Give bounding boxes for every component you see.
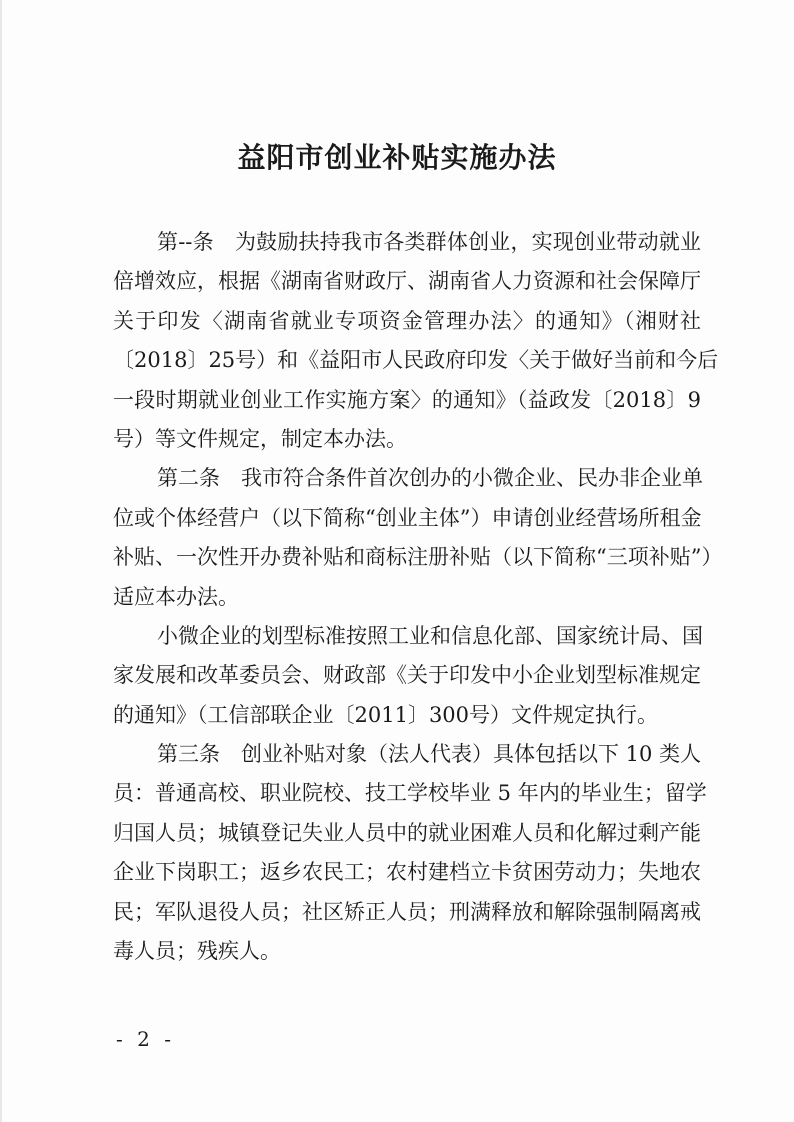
text-line: 第--条 为鼓励扶持我市各类群体创业，实现创业带动就业 (157, 230, 701, 254)
text-line: 第二条 我市符合条件首次创办的小微企业、民办非企业单 (157, 466, 703, 491)
paragraph (113, 223, 719, 459)
document-body (113, 223, 723, 971)
text-line: 第三条 创业补贴对象（法人代表）具体包括以下 10 类人 (157, 742, 702, 767)
document-title: 益阳市创业补贴实施办法 (237, 141, 557, 174)
paragraph (113, 459, 723, 617)
text-line: 民；军队退役人员；社区矫正人员；刑满释放和解除强制隔离戒 (113, 899, 701, 924)
text-line: 小微企业的划型标准按照工业和信息化部、国家统计局、国 (157, 623, 703, 648)
text-line: 归国人员；城镇登记失业人员中的就业困难人员和化解过剩产能 (113, 820, 701, 845)
text-line: 关于印发〈湖南省就业专项资金管理办法〉的通知》（湘财社 (113, 308, 701, 333)
text-line: 家发展和改革委员会、财政部《关于印发中小企业划型标准规定 (113, 663, 701, 688)
text-line: 毒人员；残疾人。 (113, 939, 281, 964)
text-line: 〔2018〕25号）和《益阳市人民政府印发〈关于做好当前和今后 (113, 348, 719, 373)
text-line: 员：普通高校、职业院校、技工学校毕业 5 年内的毕业生；留学 (113, 781, 707, 806)
text-line: 的通知》（工信部联企业〔2011〕300号）文件规定执行。 (113, 702, 659, 727)
page-number: - 2 - (116, 1027, 175, 1051)
text-line: 倍增效应，根据《湖南省财政厅、湖南省人力资源和社会保障厅 (113, 269, 701, 294)
text-line: 一段时期就业创业工作实施方案〉的通知》（益政发〔2018〕9 (113, 387, 701, 412)
text-line: 适应本办法。 (113, 584, 239, 609)
text-line: 企业下岗职工；返乡农民工；农村建档立卡贫困劳动力；失地农 (113, 860, 701, 885)
text-line: 位或个体经营户（以下简称“创业主体”）申请创业经营场所租金 (113, 505, 702, 530)
paragraph (113, 617, 701, 735)
paragraph (113, 735, 707, 971)
text-line: 号）等文件规定，制定本办法。 (113, 426, 407, 451)
text-line: 补贴、一次性开办费补贴和商标注册补贴（以下简称“三项补贴”） (113, 545, 723, 570)
